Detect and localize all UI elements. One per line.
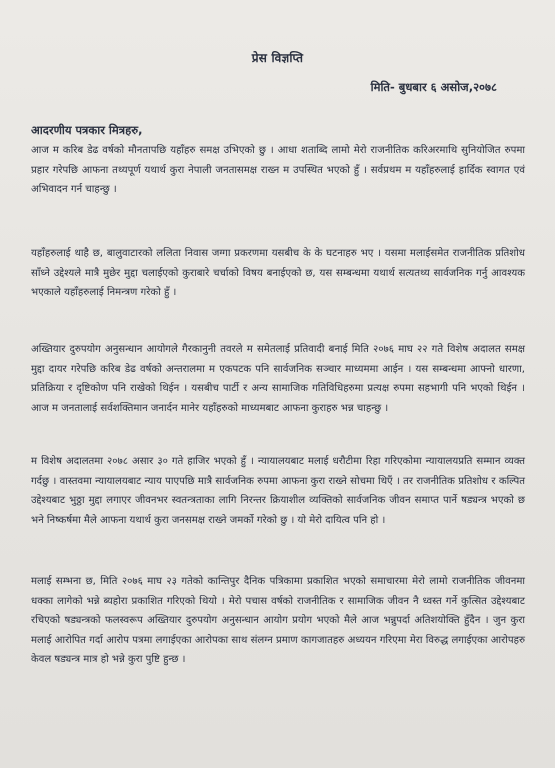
paragraph-3: अख्तियार दुरुपयोग अनुसन्धान आयोगले गैरकानुनी तवरले म समेतलाई प्रतिवादी बनाई मिति २०७६ माघ २२ गते विशेष अदालत समक्ष मुद्दा दायर गरेपछि करिब डेढ वर्षको अन्तरालमा म एकपटक पनि सार्वजनिक सञ्चार माध्यममा आईन । यस सम्बन्धमा आफ्नो धारणा, प्रतिक्रिया र दृष्टिकोण पनि राखेको थिईन । यसबीच पार्टी र अन्य सामाजिक गतिविधिहरुमा प्रत्यक्ष रुपमा सहभागी पनि भएको थिईन । आज म जनतालाई सर्वशक्तिमान जनार्दन मानेर यहाँहरुको माध्यमबाट आफना कुराहरु भन्न चाहन्छु । <box>31 344 525 414</box>
document-title: प्रेस विज्ञप्ति <box>251 51 304 65</box>
paragraph-1: आज म करिब डेढ वर्षको मौनतापछि यहाँहरु समक्ष उभिएको छु । आधा शताब्दि लामो मेरो राजनीतिक करिअरमाथि सुनियोजित रुपमा प्रहार गरेपछि आफना तथ्यपूर्ण यथार्थ कुरा नेपाली जनतासमक्ष राख्न म उपस्थित भएको हुँ । सर्वप्रथम म यहाँहरुलाई हार्दिक स्वागत एवं अभिवादन गर्न चाहन्छु । <box>31 145 525 195</box>
paragraph-2: यहाँहरुलाई थाहै छ, बालुवाटारको ललिता निवास जग्गा प्रकरणमा यसबीच के के घटनाहरु भए । यसमा मलाईसमेत राजनीतिक प्रतिशोध साँध्ने उद्देश्यले मात्रै मुछेर मुद्दा चलाईएको कुराबारे चर्चाको विषय बनाईएको छ, यस सम्बन्धमा यथार्थ सत्यतथ्य सार्वजनिक गर्नु आवश्यक भएकाले यहाँहरुलाई निमन्त्रण गरेको हुँ । <box>31 248 525 298</box>
paragraph-5: मलाई सम्भना छ, मिति २०७६ माघ २३ गतेको कान्तिपुर दैनिक पत्रिकामा प्रकाशित भएको समाचारमा मेरो लामो राजनीतिक जीवनमा धक्का लागेको भन्ने ब्यहोरा प्रकाशित गरिएको थियो । मेरो पचास वर्षको राजनीतिक र सामाजिक जीवन नै ध्वस्त गर्ने कुत्सित उद्देश्यबाट रचिएको षड्यन्त्रको फलस्वरूप अख्तियार दुरुपयोग अनुसन्धान आयोग प्रयोग भएको मैले आज भन्नुपर्दा अतिशयोक्ति हुँदैन । जुन कुरा मलाई आरोपित गर्दा आरोप पत्रमा लगाईएका आरोपका साथ संलग्न प्रमाण कागजातहरु अध्ययन गरिएमा मेरा विरुद्ध लगाईएका आरोपहरु केवल षड्यन्त्र मात्र हो भन्ने कुरा पुष्टि हुन्छ । <box>31 576 525 665</box>
salutation: आदरणीय पत्रकार मित्रहरु, <box>31 123 143 137</box>
document-date: मिति- बुधबार ६ असोज,२०७८ <box>370 80 497 94</box>
paragraph-4: म विशेष अदालतमा २०७८ असार ३० गते हाजिर भएको हुँ । न्यायालयबाट मलाई धरौटीमा रिहा गरिएकोमा न्यायालयप्रति सम्मान व्यक्त गर्दछु । वास्तवमा न्यायालयबाट न्याय पाएपछि मात्रै सार्वजनिक रुपमा आफना कुरा राख्ने सोचमा थिएँ । तर राजनीतिक प्रतिशोध र कल्पित उद्देश्यबाट भुठ्ठा मुद्दा लगाएर जीवनभर स्वतन्त्रताका लागि निरन्तर क्रियाशील व्यक्तिको सार्वजनिक जीवन समाप्त पार्ने षड्यन्त्र भएको छ भने निष्कर्षमा मैले आफना यथार्थ कुरा जनसमक्ष राख्ने जमर्को गरेको छु । यो मेरो दायित्व पनि हो । <box>31 456 525 526</box>
